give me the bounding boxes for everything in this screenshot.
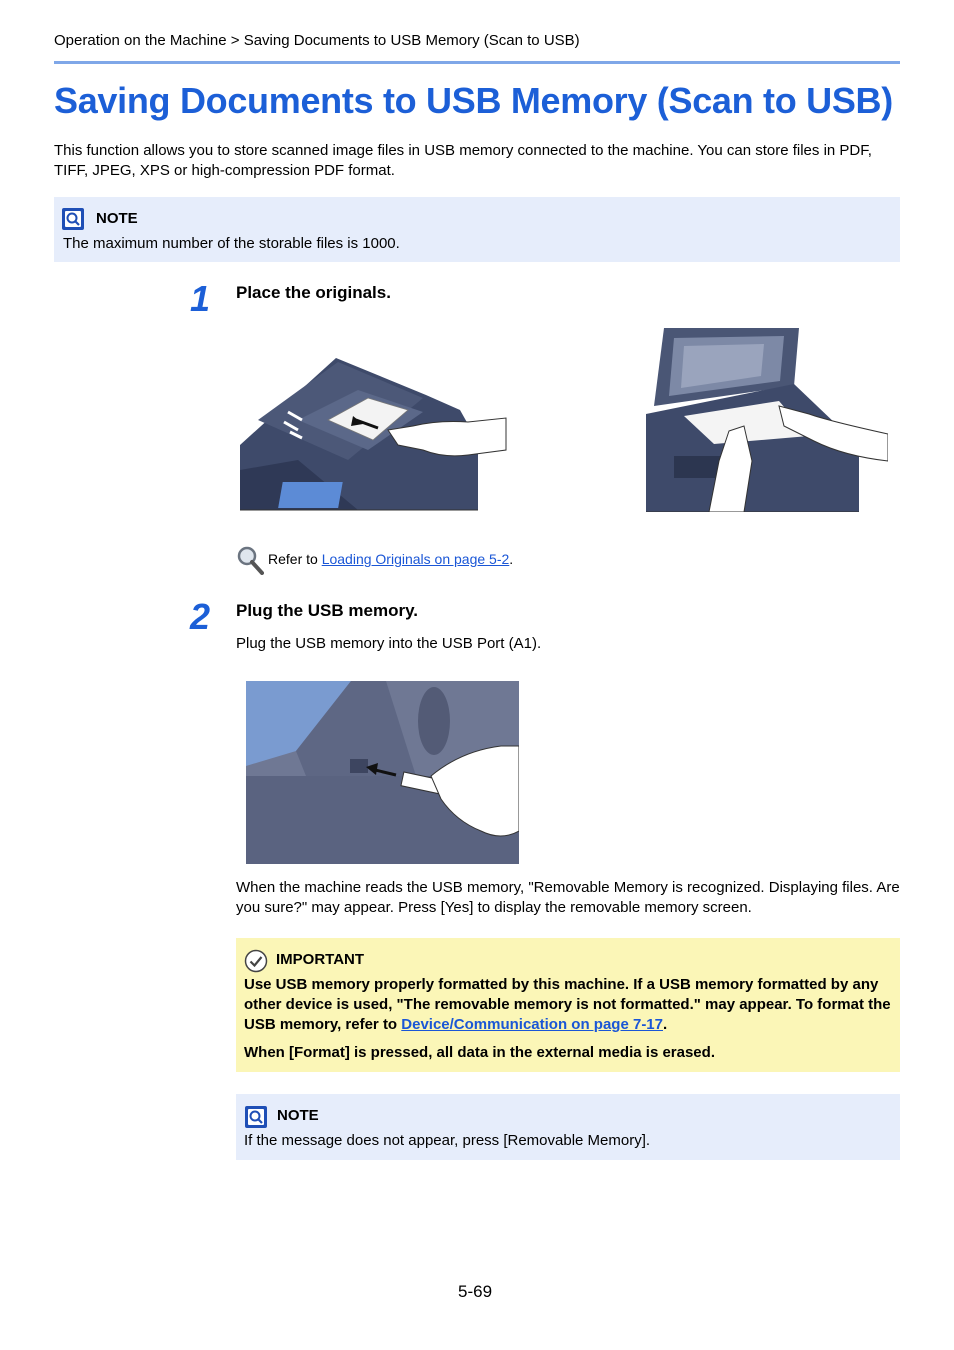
important-box [236, 938, 900, 1072]
step-text: Plug the USB memory into the USB Port (A1). [236, 635, 542, 652]
loading-originals-link[interactable]: Loading Originals on page 5-2 [321, 551, 510, 567]
platen-illustration [644, 326, 888, 512]
intro-paragraph: This function allows you to store scanned image files in USB memory connected to the machine. You can store files in PDF, TIFF, JPEG, XPS or high-compression PDF format. [54, 142, 872, 179]
note-text: If the message does not appear, press [Removable Memory]. [244, 1132, 651, 1149]
header-rule [54, 61, 900, 64]
note-box [236, 1094, 900, 1160]
check-circle-icon [244, 949, 268, 973]
usb-port-illustration [246, 681, 519, 864]
page-number: 5-69 [458, 1282, 493, 1301]
note-heading: NOTE [96, 210, 138, 227]
note-icon [62, 208, 84, 230]
important-paragraph [244, 975, 894, 1035]
important-format-warning: When [Format] is pressed, all data in the external media is erased. [244, 1044, 715, 1061]
step-title: Place the originals. [236, 283, 391, 302]
important-suffix: . [663, 1016, 668, 1033]
step-number: 1 [190, 278, 211, 319]
refer-prefix: Refer to [268, 551, 322, 567]
step-number: 2 [190, 596, 211, 637]
page-title: Saving Documents to USB Memory (Scan to USB) [54, 80, 893, 121]
refer-line [268, 551, 513, 567]
document-feeder-illustration [238, 350, 508, 512]
important-text: Use USB memory properly formatted by this machine. If a USB memory formatted by any other device is used, "The removable memory is not formatted." may appear. To format the USB memory, refer to [244, 976, 891, 1033]
breadcrumb: Operation on the Machine > Saving Documents to USB Memory (Scan to USB) [54, 32, 580, 49]
magnifier-icon [236, 545, 264, 575]
after-plug-text: When the machine reads the USB memory, "Removable Memory is recognized. Displaying files. Are you sure?" may appear. Press [Yes] to display the removable memory screen. [236, 879, 900, 916]
note-text: The maximum number of the storable files is 1000. [63, 235, 400, 252]
device-communication-link[interactable]: Device/Communication on page 7-17 [401, 1016, 663, 1033]
step-title: Plug the USB memory. [236, 601, 418, 620]
important-heading: IMPORTANT [276, 951, 365, 968]
note-box [54, 197, 900, 262]
note-icon [245, 1106, 267, 1128]
refer-suffix: . [509, 551, 514, 567]
note-heading: NOTE [277, 1107, 319, 1124]
